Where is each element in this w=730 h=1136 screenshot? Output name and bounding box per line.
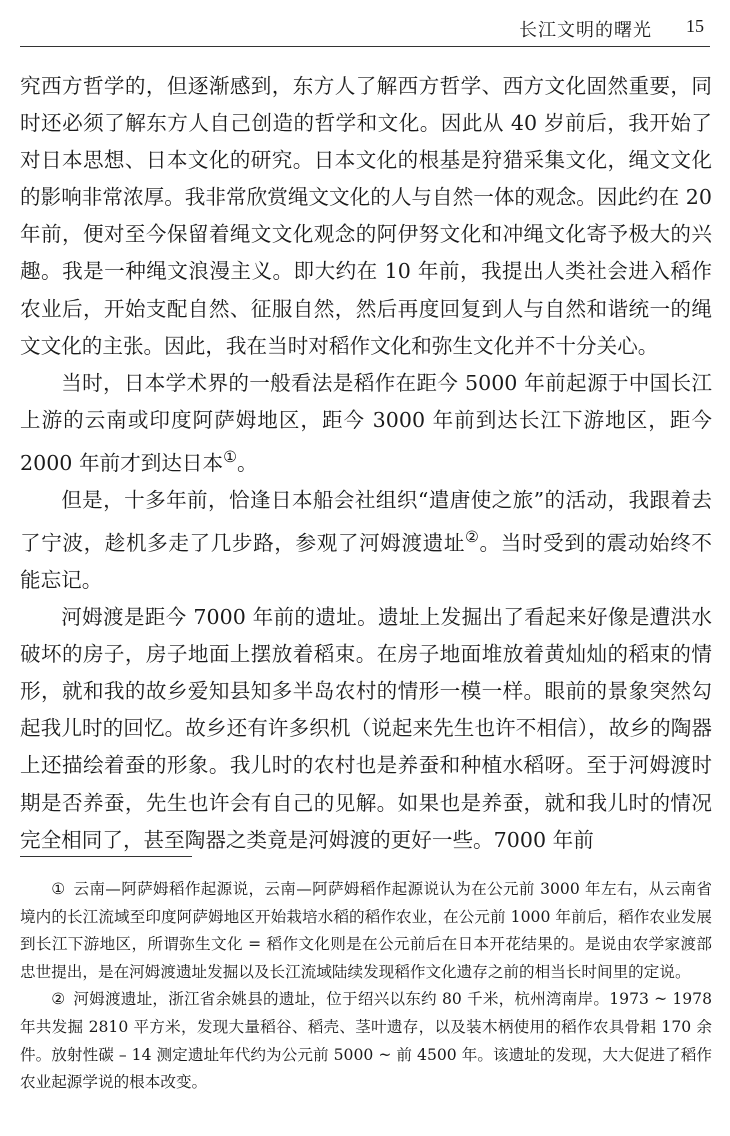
paragraph-2-end: 。 bbox=[236, 450, 258, 475]
footnote-1 bbox=[20, 876, 712, 986]
footnote-2-text: 河姆渡遗址，浙江省余姚县的遗址，位于绍兴以东约 80 千米，杭州湾南岸。1973 ~ 1978 年共发掘 2810 平方米，发现大量稻谷、稻壳、茎叶遗存，以及装木柄使用的稻作农具骨耜 170 余件。放射性碳 – 14 测定遗址年代约为公元前 5000 ~ 前 4500 年。该遗址的发现，大大促进了稻作农业起源学说的根本改变。 bbox=[20, 990, 713, 1092]
footnote-1-text: 云南—阿萨姆稻作起源说，云南—阿萨姆稻作起源说认为在公元前 3000 年左右，从云南省境内的长江流域至印度阿萨姆地区开始栽培水稻的稻作农业，在公元前 1000 年前后，稻作农业发展到长江下游地区，所谓弥生文化 = 稻作文化则是在公元前后在日本开花结果的。是说由农学家渡部忠世提出，是在河姆渡遗址发掘以及长江流域陆续发现稻作文化遗存之前的相当长时间里的定说。 bbox=[20, 880, 712, 981]
paragraph-1: 究西方哲学的，但逐渐感到，东方人了解西方哲学、西方文化固然重要，同时还必须了解东方人自己创造的哲学和文化。因此从 40 岁前后，我开始了对日本思想、日本文化的研究。日本文化的根基是狩猎采集文化，绳文文化的影响非常浓厚。我非常欣赏绳文文化的人与自然一体的观念。因此约在 20 年前，便对至今保留着绳文文化观念的阿伊努文化和冲绳文化寄予极大的兴趣。我是一种绳文浪漫主义。即大约在 10 年前，我提出人类社会进入稻作农业后，开始支配自然、征服自然，然后再度回复到人与自然和谐统一的绳文文化的主张。因此，我在当时对稻作文化和弥生文化并不十分关心。 bbox=[20, 74, 712, 358]
running-title: 长江文明的曙光 bbox=[519, 20, 652, 41]
page-number: 15 bbox=[686, 16, 704, 36]
footnote-2 bbox=[20, 986, 712, 1096]
running-header bbox=[20, 0, 710, 47]
footnotes bbox=[20, 876, 712, 1097]
paragraph-3-text: 但是，十多年前，恰逢日本船会社组织“遣唐使之旅”的活动，我跟着去了宁波，趁机多走了几步路，参观了河姆渡遗址 bbox=[20, 487, 712, 555]
paragraph-3-end: 。当时受到的震动始终不能忘记。 bbox=[20, 530, 713, 592]
footnote-divider bbox=[20, 856, 192, 857]
footnote-1-mark: ① bbox=[51, 880, 66, 898]
footnote-ref-1[interactable]: ① bbox=[223, 447, 237, 466]
paragraph-4: 河姆渡是距今 7000 年前的遗址。遗址上发掘出了看起来好像是遭洪水破坏的房子，房子地面上摆放着稻束。在房子地面堆放着黄灿灿的稻束的情形，就和我的故乡爱知县知多半岛农村的情形一模一样。眼前的景象突然勾起我儿时的回忆。故乡还有许多织机（说起来先生也许不相信），故乡的陶器上还描绘着蚕的形象。我儿时的农村也是养蚕和种植水稻呀。至于河姆渡时期是否养蚕，先生也许会有自己的见解。如果也是养蚕，就和我儿时的情况完全相同了，甚至陶器之类竟是河姆渡的更好一些。7000 年前 bbox=[20, 605, 712, 852]
footnote-2-mark: ② bbox=[51, 990, 66, 1009]
paragraph-2 bbox=[20, 365, 712, 482]
body-text bbox=[20, 68, 712, 859]
footnote-ref-2[interactable]: ② bbox=[465, 527, 480, 546]
paragraph-2-text: 当时，日本学术界的一般看法是稻作在距今 5000 年前起源于中国长江上游的云南或印度阿萨姆地区，距今 3000 年前到达长江下游地区，距今 2000 年前才到达日本 bbox=[20, 370, 712, 475]
paragraph-3 bbox=[20, 482, 712, 599]
